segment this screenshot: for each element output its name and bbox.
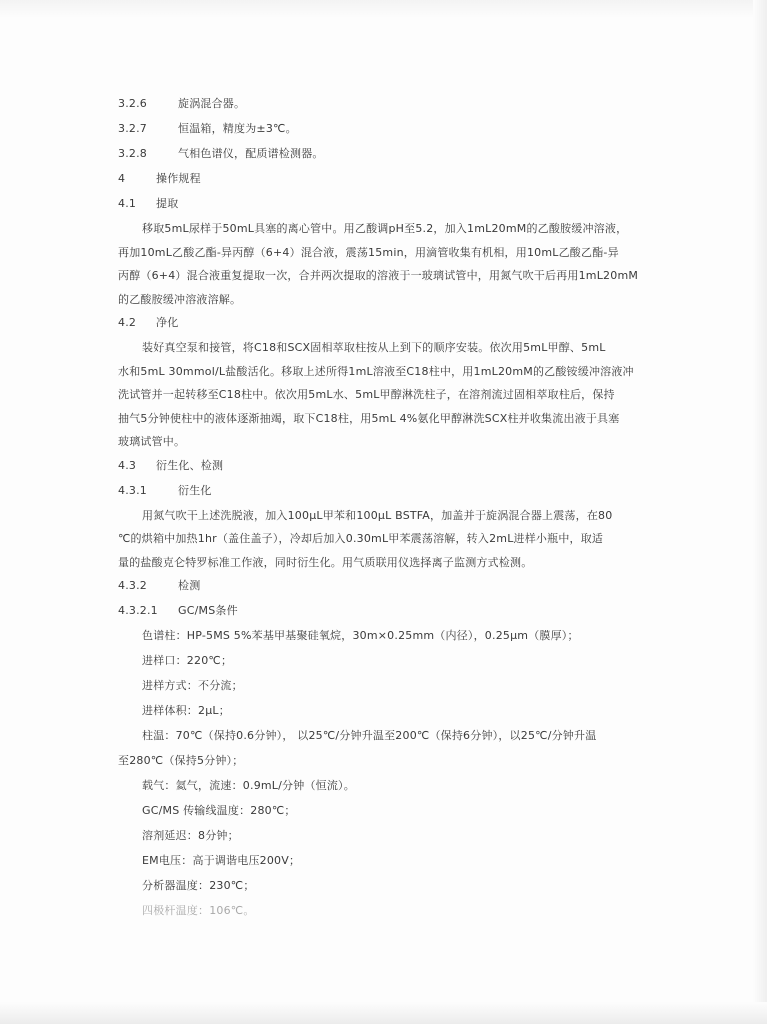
extraction-paragraph [118, 221, 639, 315]
section-4-heading [118, 171, 623, 196]
section-3-2-6 [118, 96, 623, 121]
param-carrier-gas: 载气：氦气，流速：0.9mL/分钟（恒流）。 [142, 779, 355, 792]
paragraph-line: 用氮气吹干上述洗脱液，加入100μL甲苯和100μL BSTFA，加盖并于旋涡混合器上震荡，在80 [142, 508, 613, 522]
param-column: 色谱柱：HP-5MS 5%苯基甲基聚硅氧烷，30m×0.25mm（内径），0.25μm（膜厚）； [142, 629, 579, 642]
scan-edge-right [753, 0, 767, 1024]
scan-edge-top [0, 0, 767, 18]
section-number: 4 [118, 172, 126, 185]
section-text: GC/MS条件 [178, 604, 238, 617]
section-text: 旋涡混合器。 [178, 97, 246, 110]
section-text: 恒温箱，精度为±3℃。 [178, 122, 297, 135]
derivatization-paragraph [118, 508, 623, 579]
scan-edge-bottom [0, 1002, 767, 1024]
paragraph-line: 再加10mL乙酸乙酯-异丙醇（6+4）混合液，震荡15min，用滴管收集有机相，用10mL乙酸乙酯-异 [118, 245, 619, 259]
purification-paragraph [118, 340, 634, 458]
section-text: 净化 [156, 316, 179, 329]
section-text: 检测 [178, 579, 201, 592]
paragraph-line: 移取5mL尿样于50mL具塞的离心管中。用乙酸调pH至5.2，加入1mL20mM的乙酸胺缓冲溶液， [142, 222, 628, 235]
section-number: 4.3 [118, 458, 137, 472]
section-3-2-7 [118, 121, 623, 146]
section-text: 衍生化 [178, 483, 212, 497]
section-3-2-8 [118, 146, 623, 171]
paragraph-line: 的乙酸胺缓冲溶液溶解。 [118, 292, 242, 306]
section-number: 4.3.2 [118, 579, 147, 592]
section-text: 衍生化、检测 [156, 458, 224, 472]
param-quadrupole-temp: 四极杆温度：106℃。 [142, 904, 255, 917]
section-4-3-2-heading [118, 578, 623, 603]
param-oven-program: 柱温：70℃（保持0.6分钟）， 以25℃/分钟升温至200℃（保持6分钟），以25℃/分钟升温 [142, 729, 597, 742]
gcms-parameters [118, 628, 623, 928]
document-body [118, 96, 639, 928]
section-number: 4.2 [118, 316, 137, 329]
paragraph-line: 洗试管并一起转移至C18柱中。依次用5mL水、5mL甲醇淋洗柱子，在溶剂流过固相萃取柱后，保持 [118, 388, 615, 401]
section-4-3-1-heading [118, 483, 623, 508]
param-em-voltage: EM电压：高于调谐电压200V； [142, 854, 301, 867]
param-solvent-delay: 溶剂延迟：8分钟； [142, 829, 239, 842]
param-injection-volume: 进样体积：2μL； [142, 704, 230, 717]
section-number: 4.3.1 [118, 483, 147, 497]
param-injection-mode: 进样方式：不分流； [142, 679, 243, 692]
section-4-1-heading [118, 196, 623, 221]
section-number: 3.2.6 [118, 97, 147, 110]
paragraph-line: 装好真空泵和接管，将C18和SCX固相萃取柱按从上到下的顺序安装。依次用5mL甲醇、5mL [142, 341, 606, 354]
section-4-3-heading [118, 458, 623, 483]
section-text: 提取 [156, 197, 179, 210]
paragraph-line: 丙醇（6+4）混合液重复提取一次，合并两次提取的溶液于一玻璃试管中，用氮气吹干后再用1mL20mM [118, 269, 639, 282]
param-injector: 进样口：220℃； [142, 654, 233, 667]
param-transfer-line: GC/MS 传输线温度：280℃； [142, 804, 296, 817]
paragraph-line: 玻璃试管中。 [118, 435, 186, 448]
paragraph-line: 量的盐酸克仑特罗标准工作液，同时衍生化。用气质联用仪选择离子监测方式检测。 [118, 555, 533, 569]
section-number: 4.1 [118, 197, 137, 210]
section-number: 4.3.2.1 [118, 604, 158, 617]
param-analyzer-temp: 分析器温度：230℃； [142, 879, 255, 892]
section-4-3-2-1-heading [118, 603, 623, 628]
paragraph-line: ℃的烘箱中加热1hr（盖住盖子），冷却后加入0.30mL甲苯震荡溶解，转入2mL进样小瓶中，取适 [118, 532, 604, 545]
section-4-2-heading [118, 315, 623, 340]
section-text: 操作规程 [156, 172, 201, 185]
paragraph-line: 水和5mL 30mmol/L盐酸活化。移取上述所得1mL溶液至C18柱中，用1mL20mM的乙酸铵缓冲溶液冲 [118, 364, 634, 378]
paragraph-line: 抽气5分钟使柱中的液体逐渐抽竭，取下C18柱，用5mL 4%氨化甲醇淋洗SCX柱并收集流出液于具塞 [118, 411, 620, 425]
section-text: 气相色谱仪，配质谱检测器。 [178, 147, 324, 160]
section-number: 3.2.8 [118, 147, 147, 160]
section-number: 3.2.7 [118, 122, 147, 135]
param-oven-program-cont: 至280℃（保持5分钟）； [118, 754, 244, 767]
